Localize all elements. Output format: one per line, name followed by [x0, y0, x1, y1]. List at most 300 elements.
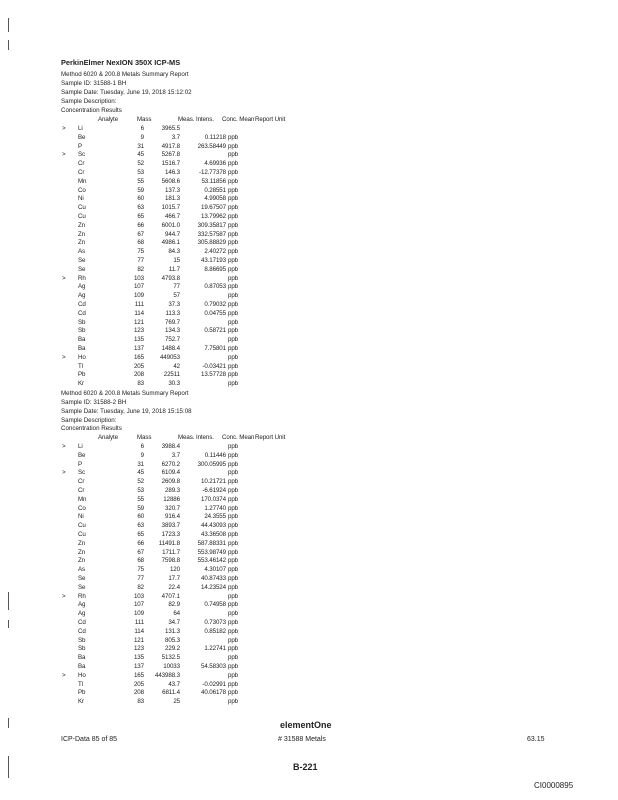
analyte-cell: Se [78, 575, 86, 582]
col-analyte-1: Analyte [98, 116, 118, 123]
intensity-cell: 3.7 [171, 451, 180, 459]
row-marker: > [62, 125, 66, 132]
row-marker: > [62, 151, 66, 159]
analyte-cell: Pb [78, 371, 86, 379]
col-conc-2: Conc. Mean [222, 434, 255, 441]
intensity-cell: 752.7 [165, 336, 180, 344]
intensity-cell: 4986.1 [161, 239, 180, 247]
table-row [62, 178, 302, 186]
table-row [62, 283, 302, 291]
intensity-cell: 4917.8 [161, 142, 180, 150]
mass-cell: 109 [133, 292, 144, 300]
mass-cell: 137 [133, 663, 144, 670]
col-intens-2: Meas. Intens. [178, 434, 214, 441]
mass-cell: 45 [137, 151, 144, 159]
intensity-cell: 5132.5 [161, 654, 180, 662]
unit-cell: ppb [228, 548, 239, 556]
unit-cell: ppb [228, 133, 239, 141]
intensity-cell: 15 [173, 257, 180, 264]
table-row [62, 125, 302, 133]
unit-cell: ppb [228, 195, 239, 203]
concentration-cell: 553.46142 [197, 557, 226, 565]
mass-cell: 165 [133, 671, 144, 679]
mass-cell: 66 [137, 221, 144, 229]
margin-mark [8, 40, 9, 50]
table-row [62, 443, 302, 451]
mass-cell: 205 [133, 680, 144, 688]
analyte-cell: Ba [78, 663, 86, 670]
table-row [62, 327, 302, 335]
unit-cell: ppb [228, 531, 239, 538]
analyte-cell: As [78, 566, 86, 574]
table-row [62, 575, 302, 583]
mass-cell: 63 [137, 204, 144, 212]
table-row [62, 248, 302, 256]
row-marker: > [62, 274, 66, 282]
intensity-cell: 57 [173, 292, 180, 300]
unit-cell: ppb [228, 557, 239, 565]
analyte-cell: Co [78, 504, 86, 512]
mass-cell: 52 [137, 478, 144, 486]
mass-cell: 111 [134, 301, 144, 308]
mass-cell: 165 [133, 353, 144, 361]
unit-cell: ppb [228, 380, 239, 388]
analyte-cell: Cu [78, 204, 86, 212]
intensity-cell: 3893.7 [161, 522, 180, 530]
mass-cell: 66 [137, 539, 144, 547]
conc-results-1: Concentration Results [61, 107, 122, 114]
unit-cell: ppb [228, 239, 239, 247]
concentration-cell: -0.02991 [202, 680, 226, 688]
concentration-cell: 7.75801 [204, 345, 226, 352]
intensity-cell: 120 [169, 566, 180, 574]
unit-cell: ppb [228, 204, 239, 212]
unit-cell: ppb [228, 177, 239, 185]
row-marker: > [62, 443, 66, 450]
table-row [62, 143, 302, 151]
col-mass-2: Mass [137, 434, 152, 441]
analyte-cell: Se [78, 257, 86, 264]
analyte-cell: Zn [78, 539, 86, 547]
analyte-cell: Sc [78, 469, 86, 477]
intensity-cell: 3988.4 [161, 443, 180, 450]
mass-cell: 75 [137, 566, 144, 574]
unit-cell: ppb [228, 627, 239, 635]
table-row [62, 257, 302, 265]
unit-cell: ppb [228, 513, 239, 521]
margin-mark [8, 620, 9, 628]
analyte-cell: Zn [78, 230, 86, 238]
table-row [62, 681, 302, 689]
table-row [62, 363, 302, 371]
analyte-cell: Cr [78, 160, 85, 168]
analyte-cell: Se [78, 583, 86, 591]
unit-cell: ppb [228, 495, 239, 503]
mass-cell: 52 [137, 160, 144, 168]
unit-cell: ppb [228, 645, 239, 653]
results-table-1 [62, 125, 302, 389]
table-row [62, 169, 302, 177]
intensity-cell: 42 [173, 362, 180, 370]
analyte-cell: Li [78, 443, 83, 450]
table-row [62, 151, 302, 159]
table-row [62, 160, 302, 168]
intensity-cell: 11.7 [168, 265, 180, 273]
table-row [62, 601, 302, 609]
unit-cell: ppb [228, 151, 239, 159]
mass-cell: 65 [137, 531, 144, 538]
table-row [62, 213, 302, 221]
table-row [62, 619, 302, 627]
table-row [62, 266, 302, 274]
table-row [62, 487, 302, 495]
sample-date-2: Sample Date: Tuesday, June 19, 2018 15:15:08 [61, 408, 192, 415]
table-row [62, 584, 302, 592]
analyte-cell: P [78, 460, 83, 468]
intensity-cell: 6001.0 [161, 221, 180, 229]
unit-cell: ppb [228, 265, 239, 273]
intensity-cell: 2609.8 [161, 478, 180, 486]
intensity-cell: 5267.8 [161, 151, 180, 159]
intensity-cell: 7598.8 [161, 557, 180, 565]
table-row [62, 637, 302, 645]
intensity-cell: 320.7 [165, 504, 180, 512]
intensity-cell: 30.3 [168, 380, 180, 388]
table-row [62, 301, 302, 309]
concentration-cell: 553.98749 [197, 548, 226, 556]
concentration-cell: 14.23524 [200, 583, 226, 591]
analyte-cell: Cu [78, 522, 86, 530]
unit-cell: ppb [228, 698, 239, 706]
table-row [62, 505, 302, 513]
mass-cell: 121 [133, 318, 144, 326]
margin-mark [8, 718, 9, 728]
intensity-cell: 805.3 [165, 636, 180, 644]
unit-cell: ppb [228, 575, 239, 582]
intensity-cell: 1488.4 [161, 345, 180, 352]
analyte-cell: Ag [78, 610, 86, 618]
concentration-cell: 0.79032 [204, 301, 226, 308]
analyte-cell: Co [78, 186, 86, 194]
unit-cell: ppb [228, 336, 239, 344]
mass-cell: 6 [140, 443, 144, 450]
margin-mark [8, 592, 9, 610]
concentration-cell: 4.69936 [204, 160, 226, 168]
analyte-cell: Cd [78, 627, 86, 635]
table-row [62, 204, 302, 212]
mass-cell: 121 [133, 636, 144, 644]
table-row [62, 549, 302, 557]
intensity-cell: 4793.8 [161, 274, 180, 282]
col-intens-1: Meas. Intens. [178, 116, 214, 123]
intensity-cell: 466.7 [165, 213, 180, 220]
col-analyte-2: Analyte [98, 434, 118, 441]
table-row [62, 195, 302, 203]
col-mass-1: Mass [137, 116, 152, 123]
mass-cell: 205 [133, 362, 144, 370]
table-row [62, 354, 302, 362]
report-title-1: Method 6020 & 200.8 Metals Summary Report [61, 71, 189, 78]
mass-cell: 123 [133, 327, 144, 335]
mass-cell: 68 [137, 557, 144, 565]
unit-cell: ppb [228, 451, 239, 459]
concentration-cell: 43.36508 [200, 531, 226, 538]
intensity-cell: 10033 [163, 663, 180, 670]
unit-cell: ppb [228, 230, 239, 238]
concentration-cell: 0.11446 [204, 451, 226, 459]
analyte-cell: Ba [78, 345, 86, 352]
intensity-cell: 134.3 [165, 327, 180, 335]
concentration-cell: 0.85182 [204, 627, 226, 635]
intensity-cell: 77 [173, 283, 180, 291]
concentration-cell: 263.58449 [197, 142, 226, 150]
mass-cell: 103 [133, 592, 144, 600]
concentration-cell: 40.87433 [200, 575, 226, 582]
mass-cell: 83 [137, 698, 144, 706]
intensity-cell: 769.7 [165, 318, 180, 326]
intensity-cell: 1711.7 [162, 548, 180, 556]
intensity-cell: 229.2 [165, 645, 180, 653]
intensity-cell: 84.3 [168, 248, 180, 256]
analyte-cell: Kr [78, 698, 84, 706]
intensity-cell: 64 [173, 610, 180, 618]
sample-date-1: Sample Date: Tuesday, June 19, 2018 15:12:02 [61, 89, 192, 96]
analyte-cell: Se [78, 265, 86, 273]
analyte-cell: Cu [78, 213, 86, 220]
analyte-cell: Ag [78, 283, 86, 291]
table-row [62, 645, 302, 653]
mass-cell: 55 [137, 177, 144, 185]
analyte-cell: Be [78, 133, 86, 141]
table-row [62, 522, 302, 530]
mass-cell: 65 [137, 213, 144, 220]
mass-cell: 137 [133, 345, 144, 352]
concentration-cell: 0.87053 [204, 283, 226, 291]
analyte-cell: Kr [78, 380, 84, 388]
concentration-cell: 44.43093 [200, 522, 226, 530]
table-row [62, 496, 302, 504]
analyte-cell: Ni [78, 195, 84, 203]
intensity-cell: 17.7 [168, 575, 180, 582]
unit-cell: ppb [228, 663, 239, 670]
mass-cell: 31 [137, 460, 144, 468]
unit-cell: ppb [228, 160, 239, 168]
footer-left: ICP-Data 85 of 85 [61, 736, 118, 743]
table-row [62, 345, 302, 353]
table-row [62, 566, 302, 574]
mass-cell: 135 [133, 336, 144, 344]
concentration-cell: 2.40272 [204, 248, 226, 256]
table-row [62, 469, 302, 477]
analyte-cell: Ho [78, 671, 86, 679]
table-row [62, 689, 302, 697]
mass-cell: 135 [133, 654, 144, 662]
analyte-cell: Cd [78, 309, 86, 317]
concentration-cell: 0.11218 [204, 133, 226, 141]
unit-cell: ppb [228, 292, 239, 300]
analyte-cell: Sb [78, 636, 86, 644]
margin-mark [8, 18, 9, 32]
intensity-cell: 6811.4 [162, 689, 180, 697]
concentration-cell: 0.73073 [204, 619, 226, 626]
intensity-cell: 22.4 [168, 583, 180, 591]
mass-cell: 77 [137, 575, 144, 582]
row-marker: > [62, 671, 66, 679]
table-row [62, 336, 302, 344]
mass-cell: 6 [140, 125, 144, 132]
mass-cell: 59 [137, 186, 144, 194]
analyte-cell: Ba [78, 654, 86, 662]
intensity-cell: 944.7 [165, 230, 180, 238]
footer-right: 63.15 [527, 736, 545, 743]
mass-cell: 75 [137, 248, 144, 256]
mass-cell: 63 [137, 522, 144, 530]
table-row [62, 672, 302, 680]
mass-cell: 59 [137, 504, 144, 512]
unit-cell: ppb [228, 213, 239, 220]
analyte-cell: Mn [78, 177, 87, 185]
analyte-cell: Rh [78, 592, 86, 600]
intensity-cell: 916.4 [165, 513, 180, 521]
sample-desc-1: Sample Description: [61, 98, 117, 105]
unit-cell: ppb [228, 619, 239, 626]
analyte-cell: Ag [78, 601, 86, 609]
unit-cell: ppb [228, 636, 239, 644]
mass-cell: 9 [140, 451, 144, 459]
table-row [62, 319, 302, 327]
intensity-cell: 181.3 [165, 195, 180, 203]
table-row [62, 461, 302, 469]
analyte-cell: Tl [78, 680, 83, 688]
table-row [62, 452, 302, 460]
unit-cell: ppb [228, 309, 239, 317]
intensity-cell: 289.3 [165, 487, 180, 494]
analyte-cell: Sb [78, 327, 86, 335]
results-table-2 [62, 443, 302, 707]
analyte-cell: Sc [78, 151, 86, 159]
table-row [62, 222, 302, 230]
unit-cell: ppb [228, 283, 239, 291]
unit-cell: ppb [228, 327, 239, 335]
mass-cell: 82 [137, 583, 144, 591]
mass-cell: 55 [137, 495, 144, 503]
concentration-cell: 53.11856 [201, 177, 226, 185]
analyte-cell: Zn [78, 239, 86, 247]
col-units-2: Report Unit [255, 434, 286, 441]
unit-cell: ppb [228, 274, 239, 282]
analyte-cell: Mn [78, 495, 87, 503]
concentration-cell: 10.21721 [200, 478, 226, 486]
mass-cell: 68 [137, 239, 144, 247]
analyte-cell: As [78, 248, 86, 256]
col-conc-1: Conc. Mean [222, 116, 255, 123]
table-row [62, 513, 302, 521]
analyte-cell: Tl [78, 362, 83, 370]
mass-cell: 103 [133, 274, 144, 282]
concentration-cell: 0.04755 [204, 309, 226, 317]
conc-results-2: Concentration Results [61, 425, 122, 432]
analyte-cell: Cr [78, 478, 85, 486]
instrument-title: PerkinElmer NexION 350X ICP-MS [61, 58, 181, 67]
analyte-cell: Li [78, 125, 83, 132]
analyte-cell: Sb [78, 318, 86, 326]
mass-cell: 67 [137, 230, 144, 238]
mass-cell: 82 [137, 265, 144, 273]
mass-cell: 83 [137, 380, 144, 388]
concentration-cell: -12.77378 [199, 169, 226, 176]
unit-cell: ppb [228, 345, 239, 352]
table-row [62, 134, 302, 142]
analyte-cell: Ni [78, 513, 84, 521]
intensity-cell: 113.3 [165, 309, 180, 317]
mass-cell: 208 [133, 371, 144, 379]
mass-cell: 31 [137, 142, 144, 150]
unit-cell: ppb [228, 583, 239, 591]
sample-id-1: Sample ID: 31588-1 BH [61, 80, 127, 87]
intensity-cell: 3965.5 [161, 125, 180, 132]
concentration-cell: 13.79962 [200, 213, 226, 220]
unit-cell: ppb [228, 689, 239, 697]
intensity-cell: 43.7 [168, 680, 180, 688]
unit-cell: ppb [228, 443, 239, 450]
analyte-cell: Cu [78, 531, 86, 538]
unit-cell: ppb [228, 248, 239, 256]
concentration-cell: 1.22741 [204, 645, 226, 653]
concentration-cell: 4.30107 [204, 566, 226, 574]
mass-cell: 9 [140, 133, 144, 141]
sample-desc-2: Sample Description: [61, 417, 117, 424]
table-row [62, 380, 302, 388]
unit-cell: ppb [228, 504, 239, 512]
analyte-cell: Zn [78, 557, 86, 565]
unit-cell: ppb [228, 487, 239, 494]
intensity-cell: 34.7 [168, 619, 180, 626]
mass-cell: 114 [134, 627, 144, 635]
intensity-cell: 3.7 [171, 133, 180, 141]
intensity-cell: 449053 [159, 353, 180, 361]
mass-cell: 77 [137, 257, 144, 264]
margin-mark [8, 756, 9, 778]
concentration-cell: 13.57728 [200, 371, 226, 379]
table-row [62, 187, 302, 195]
intensity-cell: 131.3 [165, 627, 180, 635]
table-row [62, 239, 302, 247]
unit-cell: ppb [228, 142, 239, 150]
analyte-cell: Ho [78, 353, 86, 361]
unit-cell: ppb [228, 522, 239, 530]
mass-cell: 45 [137, 469, 144, 477]
analyte-cell: Cr [78, 487, 85, 494]
concentration-cell: 19.67507 [200, 204, 226, 212]
intensity-cell: 6270.2 [161, 460, 180, 468]
row-marker: > [62, 469, 66, 477]
analyte-cell: Cd [78, 619, 86, 626]
analyte-cell: Be [78, 451, 86, 459]
concentration-cell: 8.86695 [204, 265, 226, 273]
table-row [62, 371, 302, 379]
analyte-cell: Zn [78, 548, 86, 556]
analyte-cell: P [78, 142, 83, 150]
intensity-cell: 11491.8 [158, 539, 180, 547]
unit-cell: ppb [228, 362, 239, 370]
analyte-cell: Cd [78, 301, 86, 308]
unit-cell: ppb [228, 478, 239, 486]
concentration-cell: 1.27740 [204, 504, 226, 512]
table-row [62, 654, 302, 662]
unit-cell: ppb [228, 601, 239, 609]
row-marker: > [62, 592, 66, 600]
analyte-cell: Sb [78, 645, 86, 653]
